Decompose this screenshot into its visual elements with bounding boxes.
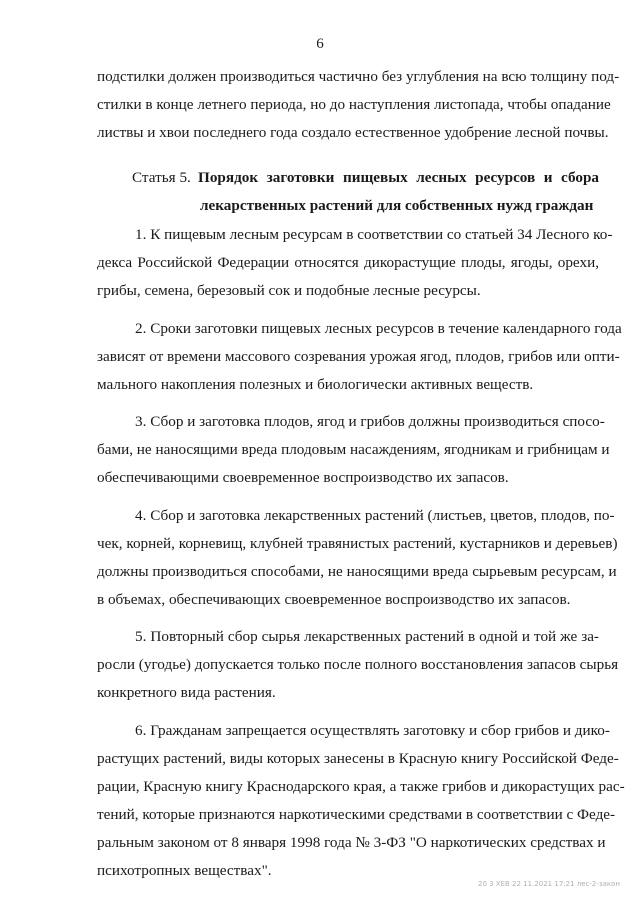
text-line: декса Российской Федерации относятся дикорастущие плоды, ягоды, орехи, [97,254,599,271]
page-number: 6 [316,36,324,52]
paragraph-1 [97,221,613,305]
text-line: чек, корней, корневищ, клубней травянистых растений, кустарников и деревьев) [97,534,618,552]
paragraph-6 [97,717,625,885]
paragraph-4 [97,502,618,614]
text-line: обеспечивающими своевременное воспроизводство их запасов. [97,469,509,487]
text-line: рации, Красную книгу Краснодарского края, а также грибов и дикорастущих рас- [97,777,625,795]
text-line: листвы и хвои последнего года создало естественное удобрение лесной почвы. [97,124,609,141]
paragraph-2 [97,315,622,399]
article-label: Статья 5. [132,169,191,186]
document-stamp: 20 3 ХЕВ 22 11.2021 17:21 лес-2-закон [478,880,620,888]
article-title-line: лекарственных растений для собственных нужд граждан [200,197,594,214]
text-line: 3. Сбор и заготовка плодов, ягод и грибов должны производиться спосо- [135,413,605,431]
text-line: росли (угодье) допускается только после полного восстановления запасов сырья [97,656,619,674]
text-line: конкретного вида растения. [97,684,276,702]
text-line: 4. Сбор и заготовка лекарственных растений (листьев, цветов, плодов, по- [135,506,615,524]
text-line: психотропных веществах". [97,861,272,879]
paragraph-3 [97,408,610,492]
text-line: тений, которые признаются наркотическими средствами в соответствии с Феде- [97,805,616,823]
text-line: ральным законом от 8 января 1998 года № 3-ФЗ "О наркотических средствах и [97,833,606,851]
article-heading [132,164,599,220]
text-line: зависят от времени массового созревания урожая ягод, плодов, грибов или опти- [97,347,620,365]
paragraph-5 [97,623,619,707]
article-body [97,221,625,895]
text-line: мального накопления полезных и биологически активных веществ. [97,375,534,393]
text-line: должны производиться способами, не наносящими вреда сырьевым ресурсам, и [97,562,617,580]
text-line: 1. К пищевым лесным ресурсам в соответствии со статьей 34 Лесного ко- [135,226,613,243]
text-line: 6. Гражданам запрещается осуществлять заготовку и сбор грибов и дико- [135,721,610,739]
text-line: в объемах, обеспечивающих своевременное воспроизводство их запасов. [97,590,571,608]
text-line: бами, не наносящими вреда плодовым насаждениям, ягодникам и грибницам и [97,441,610,459]
text-line: 2. Сроки заготовки пищевых лесных ресурсов в течение календарного года [135,319,622,337]
text-line: стилки в конце летнего периода, но до наступления листопада, чтобы опадание [97,96,611,113]
intro-paragraph [97,63,620,147]
text-line: грибы, семена, березовый сок и подобные лесные ресурсы. [97,282,481,299]
text-line: растущих растений, виды которых занесены в Красную книгу Российской Феде- [97,749,619,767]
text-line: подстилки должен производиться частично без углубления на всю толщину под- [97,68,620,85]
article-title-line: Порядок заготовки пищевых лесных ресурсов и сбора [198,169,599,186]
text-line: 5. Повторный сбор сырья лекарственных растений в одной и той же за- [135,628,599,646]
